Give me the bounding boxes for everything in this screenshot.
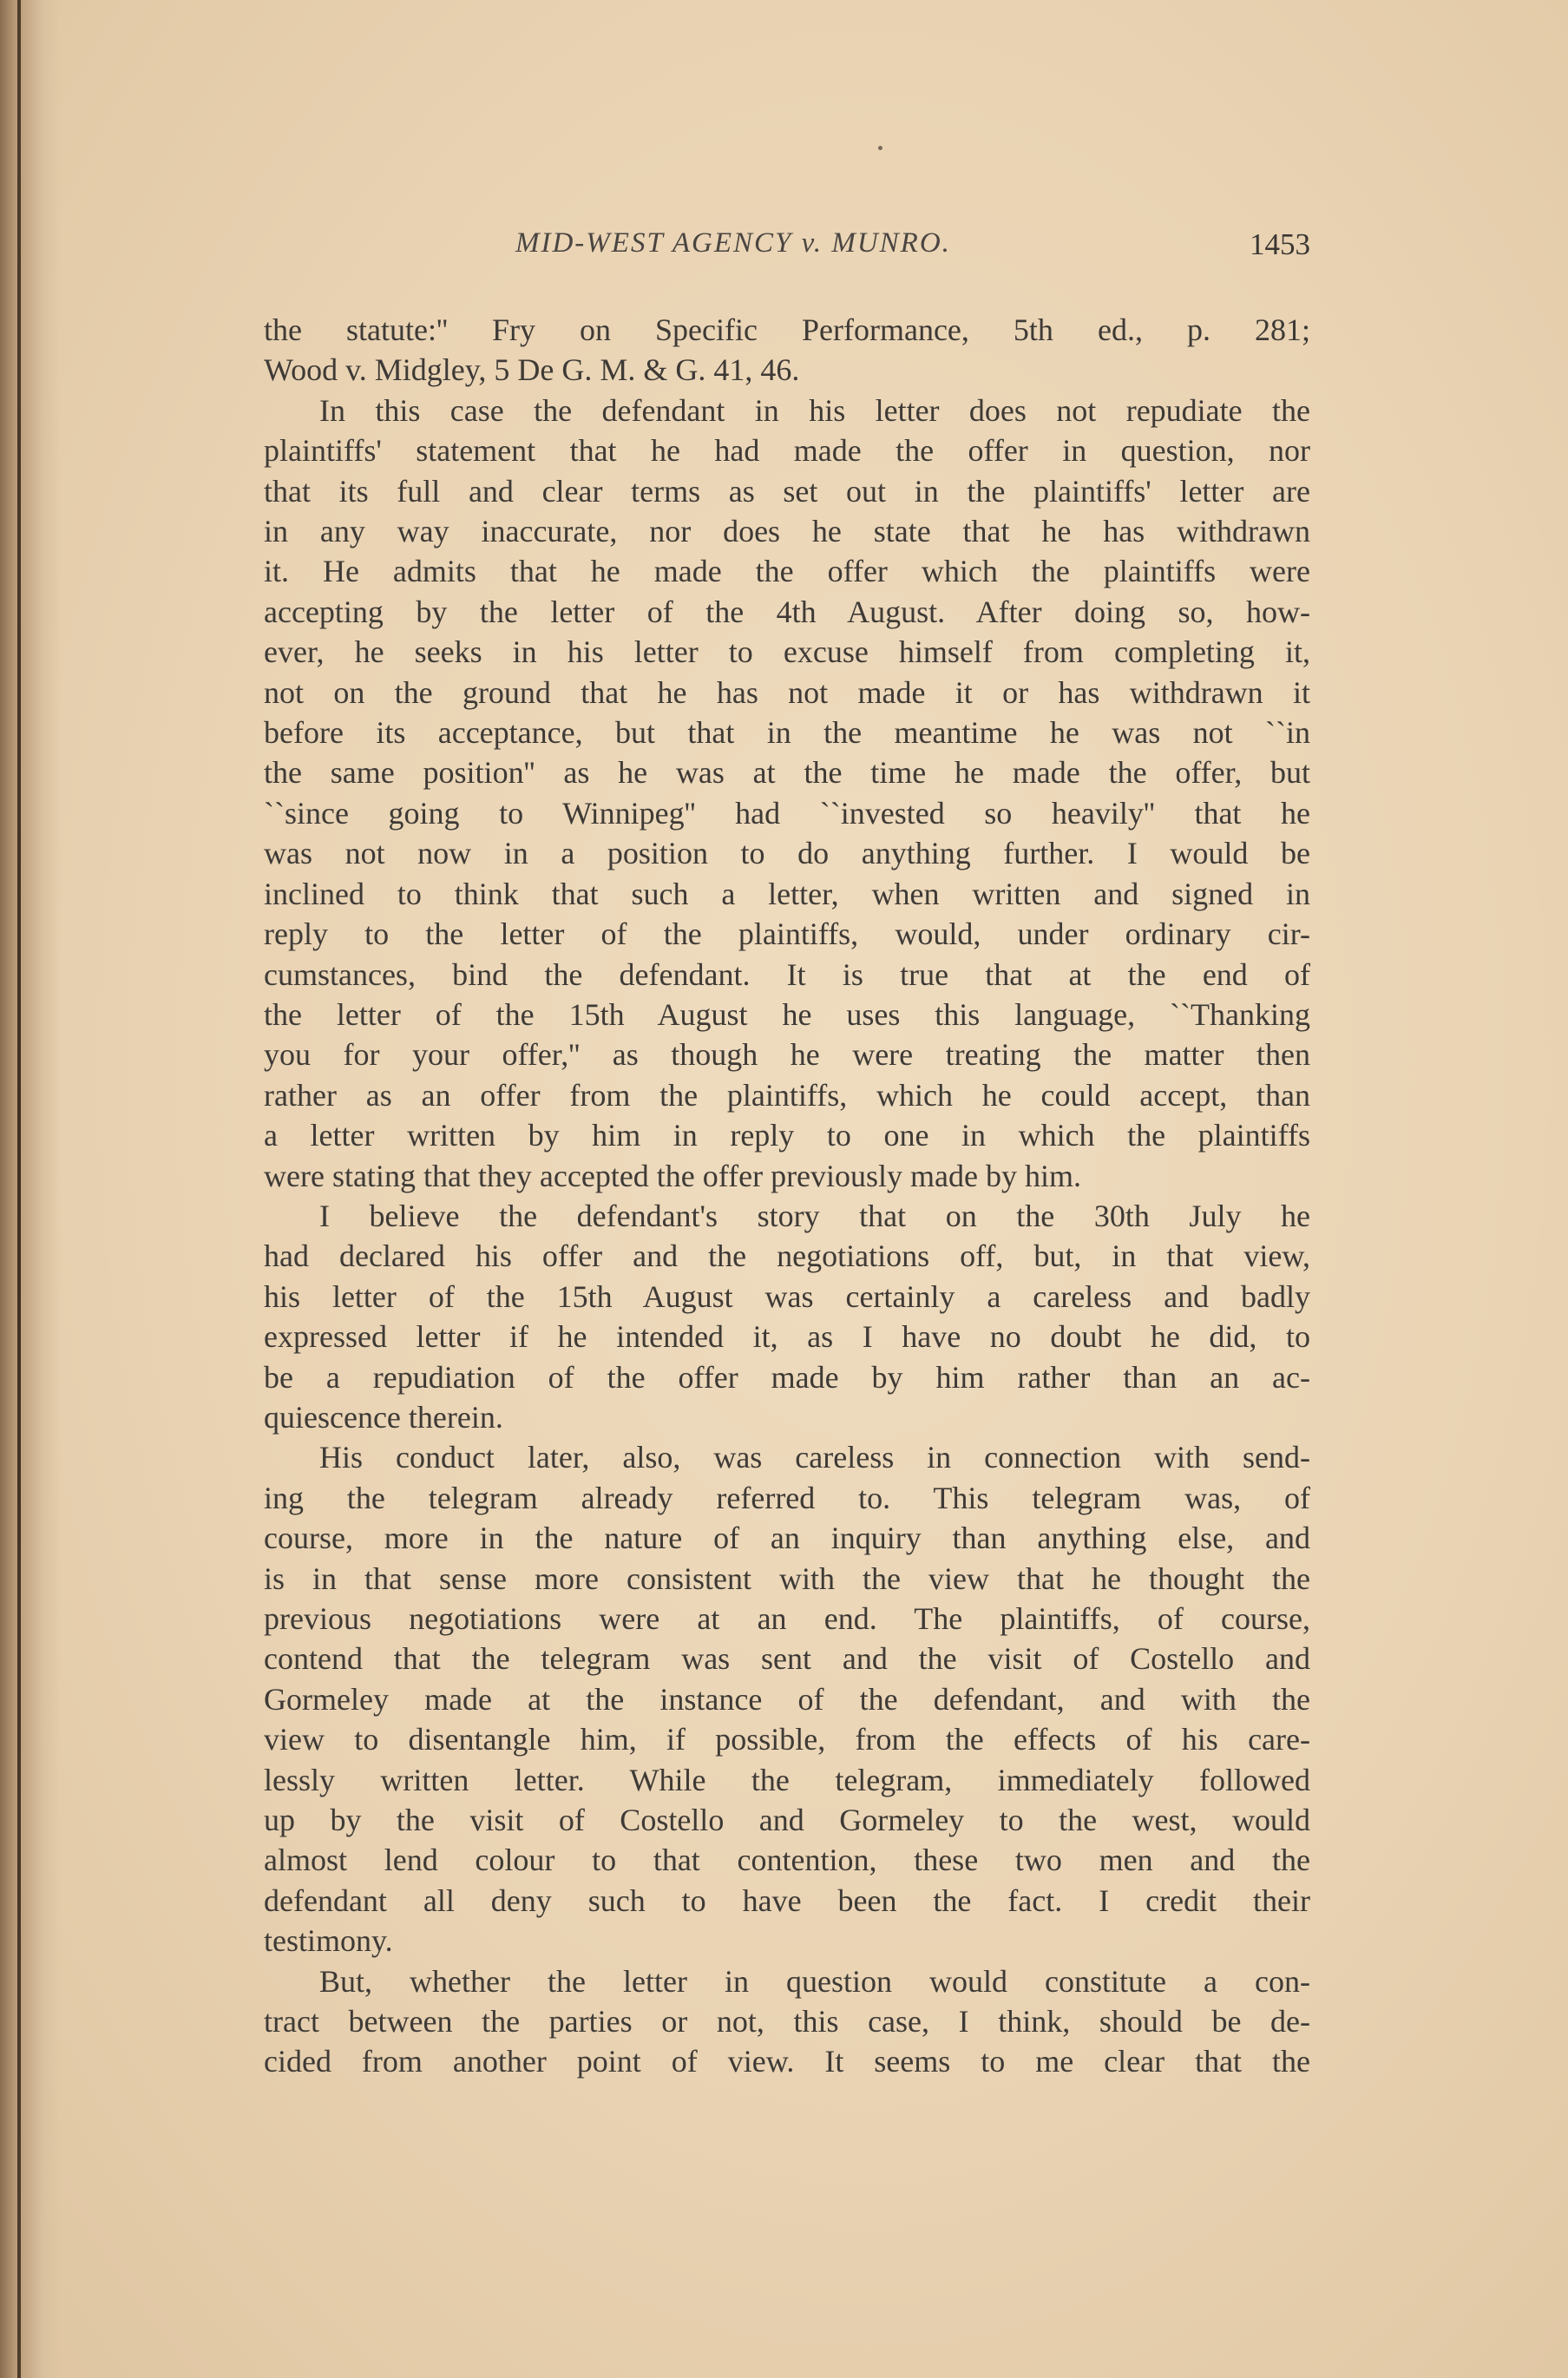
text-line: his letter of the 15th August was certainly a careless and badly xyxy=(264,1278,1310,1314)
text-line: in any way inaccurate, nor does he state that he has withdrawn xyxy=(264,514,1310,549)
text-line: tract between the parties or not, this case, I think, should be de- xyxy=(264,2004,1310,2040)
text-line: reply to the letter of the plaintiffs, would, under ordinary cir- xyxy=(264,916,1310,952)
text-line: His conduct later, also, was careless in connection with send- xyxy=(319,1440,1310,1475)
text-line: ``since going to Winnipeg'' had ``invested so heavily'' that he xyxy=(264,795,1310,831)
paragraph xyxy=(264,1961,1310,2082)
text-line: be a repudiation of the offer made by him rather than an ac- xyxy=(264,1359,1310,1395)
text-line: up by the visit of Costello and Gormeley to the west, would xyxy=(264,1803,1310,1838)
paragraph xyxy=(264,310,1310,391)
text-line: previous negotiations were at an end. The plaintiffs, of course, xyxy=(264,1601,1310,1636)
text-line: In this case the defendant in his letter does not repudiate the xyxy=(319,392,1310,428)
text-line: contend that the telegram was sent and the visit of Costello and xyxy=(264,1641,1310,1677)
book-spine-shadow xyxy=(0,0,61,2378)
text-line: you for your offer,'' as though he were treating the matter then xyxy=(264,1037,1310,1073)
page-number: 1453 xyxy=(1250,227,1310,261)
paragraph xyxy=(264,1196,1310,1437)
text-line: it. He admits that he made the offer which the plaintiffs were xyxy=(264,554,1310,589)
running-title: MID-WEST AGENCY v. MUNRO. xyxy=(515,227,951,259)
body-text xyxy=(264,310,1310,2082)
text-line: almost lend colour to that contention, these two men and the xyxy=(264,1843,1310,1878)
text-line: Gormeley made at the instance of the defendant, and with the xyxy=(264,1681,1310,1717)
text-line: expressed letter if he intended it, as I have no doubt he did, to xyxy=(264,1319,1310,1355)
text-line: cumstances, bind the defendant. It is true that at the end of xyxy=(264,956,1310,992)
paragraph xyxy=(264,1437,1310,1961)
text-line: that its full and clear terms as set out in the plaintiffs' letter are xyxy=(264,473,1310,509)
text-line: is in that sense more consistent with the view that he thought the xyxy=(264,1560,1310,1596)
text-line: quiescence therein. xyxy=(264,1399,503,1435)
text-line: the same position'' as he was at the time he made the offer, but xyxy=(264,755,1310,791)
text-line: Wood v. Midgley, 5 De G. M. & G. 41, 46. xyxy=(264,352,800,388)
text-line: ever, he seeks in his letter to excuse himself from completing it, xyxy=(264,634,1310,670)
text-line: testimony. xyxy=(264,1923,393,1959)
text-line: not on the ground that he has not made it or has withdrawn it xyxy=(264,674,1310,710)
text-line: course, more in the nature of an inquiry than anything else, and xyxy=(264,1521,1310,1556)
paragraph xyxy=(264,391,1310,1196)
text-line: rather as an offer from the plaintiffs, which he could accept, than xyxy=(264,1077,1310,1113)
text-line: defendant all deny such to have been the fact. I credit their xyxy=(264,1882,1310,1918)
text-line: a letter written by him in reply to one in which the plaintiffs xyxy=(264,1118,1310,1153)
text-line: ing the telegram already referred to. This telegram was, of xyxy=(264,1480,1310,1515)
text-line: I believe the defendant's story that on the 30th July he xyxy=(319,1198,1310,1233)
text-line: plaintiffs' statement that he had made the offer in question, nor xyxy=(264,433,1310,469)
text-line: accepting by the letter of the 4th August. After doing so, how- xyxy=(264,594,1310,629)
text-line: cided from another point of view. It seems to me clear that the xyxy=(264,2044,1310,2079)
text-line: was not now in a position to do anything further. I would be xyxy=(264,836,1310,871)
text-line: the letter of the 15th August he uses this language, ``Thanking xyxy=(264,996,1310,1032)
page-header xyxy=(264,227,1310,271)
paper-speck xyxy=(878,146,882,150)
text-line: had declared his offer and the negotiations off, but, in that view, xyxy=(264,1238,1310,1274)
book-binding-edge xyxy=(17,0,21,2378)
text-line: the statute:'' Fry on Specific Performance, 5th ed., p. 281; xyxy=(264,312,1310,347)
text-line: view to disentangle him, if possible, from the effects of his care- xyxy=(264,1722,1310,1757)
text-line: But, whether the letter in question would constitute a con- xyxy=(319,1963,1310,1999)
text-line: before its acceptance, but that in the meantime he was not ``in xyxy=(264,715,1310,751)
text-line: inclined to think that such a letter, when written and signed in xyxy=(264,876,1310,911)
text-line: were stating that they accepted the offer previously made by him. xyxy=(264,1158,1082,1193)
text-line: lessly written letter. While the telegram, immediately followed xyxy=(264,1762,1310,1797)
